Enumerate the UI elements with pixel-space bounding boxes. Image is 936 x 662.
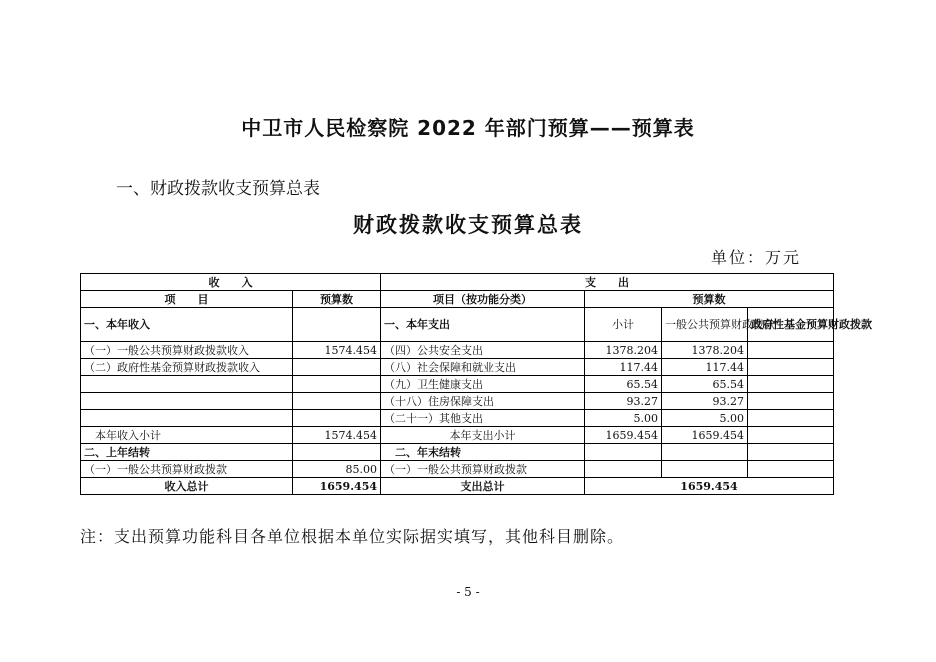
section-heading: 一、财政拨款收支预算总表 xyxy=(116,179,320,199)
table-title: 财政拨款收支预算总表 xyxy=(353,212,583,237)
empty-cell xyxy=(748,427,834,444)
table-row xyxy=(81,376,834,393)
empty-cell xyxy=(662,444,748,461)
expense-general: 1378.204 xyxy=(662,342,748,359)
expense-fund xyxy=(748,359,834,376)
expense-general: 65.54 xyxy=(662,376,748,393)
expense-fund xyxy=(748,342,834,359)
income-item: （二）政府性基金预算财政拨款收入 xyxy=(81,359,293,376)
income-header: 收 入 xyxy=(81,274,381,291)
income-section-2: 二、上年结转 xyxy=(81,444,293,461)
empty-cell xyxy=(748,444,834,461)
income-total-label: 收入总计 xyxy=(81,478,293,495)
col-subtotal: 小计 xyxy=(585,308,662,342)
expense-item: （二十一）其他支出 xyxy=(381,410,585,427)
budget-summary-table xyxy=(80,273,872,495)
expense-subtotal: 5.00 xyxy=(585,410,662,427)
total-row xyxy=(81,478,834,495)
expense-subtotal: 65.54 xyxy=(585,376,662,393)
expense-subtotal-label: 本年支出小计 xyxy=(381,427,585,444)
page-number: - 5 - xyxy=(456,585,480,599)
empty-cell xyxy=(293,444,381,461)
expense-fund xyxy=(748,376,834,393)
income-section-1: 一、本年收入 xyxy=(81,308,293,342)
column-header-row xyxy=(81,291,834,308)
unit-label: 单位：万元 xyxy=(711,248,802,267)
income-amount: 1574.454 xyxy=(293,342,381,359)
table-row xyxy=(81,410,834,427)
table-row xyxy=(81,342,834,359)
document-title: 中卫市人民检察院 2022 年部门预算——预算表 xyxy=(241,116,695,140)
expense-general: 5.00 xyxy=(662,410,748,427)
income-amount xyxy=(293,359,381,376)
expense-section-2: 二、年末结转 xyxy=(381,444,585,461)
expense-item: （八）社会保障和就业支出 xyxy=(381,359,585,376)
col-budget-group: 预算数 xyxy=(585,291,834,308)
col-general-public: 一般公共预算财政拨款 xyxy=(662,308,748,342)
income-amount xyxy=(293,376,381,393)
expense-subtotal-general: 1659.454 xyxy=(662,427,748,444)
income-item xyxy=(81,393,293,410)
table-row xyxy=(81,393,834,410)
expense-total-label: 支出总计 xyxy=(381,478,585,495)
expense-item: （四）公共安全支出 xyxy=(381,342,585,359)
empty-cell xyxy=(585,461,662,478)
expense-section-1: 一、本年支出 xyxy=(381,308,585,342)
table-row xyxy=(81,359,834,376)
income-item xyxy=(81,410,293,427)
expense-subtotal: 93.27 xyxy=(585,393,662,410)
col-item: 项 目 xyxy=(81,291,293,308)
expense-total: 1659.454 xyxy=(585,478,834,495)
income-subtotal-label: 本年收入小计 xyxy=(81,427,293,444)
income-subtotal: 1574.454 xyxy=(293,427,381,444)
col-item-by-function: 项目（按功能分类） xyxy=(381,291,585,308)
expense-general: 117.44 xyxy=(662,359,748,376)
section-row-1 xyxy=(81,308,834,342)
col-budget: 预算数 xyxy=(293,291,381,308)
income-amount xyxy=(293,393,381,410)
expense-header: 支 出 xyxy=(381,274,834,291)
expense-subtotal: 117.44 xyxy=(585,359,662,376)
income-total: 1659.454 xyxy=(293,478,381,495)
expense-fund xyxy=(748,393,834,410)
income-item: （一）一般公共预算财政拨款收入 xyxy=(81,342,293,359)
expense-subtotal-total: 1659.454 xyxy=(585,427,662,444)
expense-general: 93.27 xyxy=(662,393,748,410)
carry-over-row xyxy=(81,461,834,478)
empty-cell xyxy=(662,461,748,478)
empty-cell xyxy=(293,308,381,342)
expense-fund xyxy=(748,410,834,427)
empty-cell xyxy=(585,444,662,461)
footnote: 注：支出预算功能科目各单位根据本单位实际据实填写，其他科目删除。 xyxy=(80,527,625,546)
expense-item: （九）卫生健康支出 xyxy=(381,376,585,393)
table-header-row xyxy=(81,274,834,291)
expense-subtotal: 1378.204 xyxy=(585,342,662,359)
empty-cell xyxy=(748,461,834,478)
carry-expense-item: （一）一般公共预算财政拨款 xyxy=(381,461,585,478)
carry-income-item: （一）一般公共预算财政拨款 xyxy=(81,461,293,478)
section-row-2 xyxy=(81,444,834,461)
subtotal-row xyxy=(81,427,834,444)
income-amount xyxy=(293,410,381,427)
expense-item: （十八）住房保障支出 xyxy=(381,393,585,410)
carry-income-amount: 85.00 xyxy=(293,461,381,478)
income-item xyxy=(81,376,293,393)
col-gov-fund: 政府性基金预算财政拨款 xyxy=(748,308,834,342)
